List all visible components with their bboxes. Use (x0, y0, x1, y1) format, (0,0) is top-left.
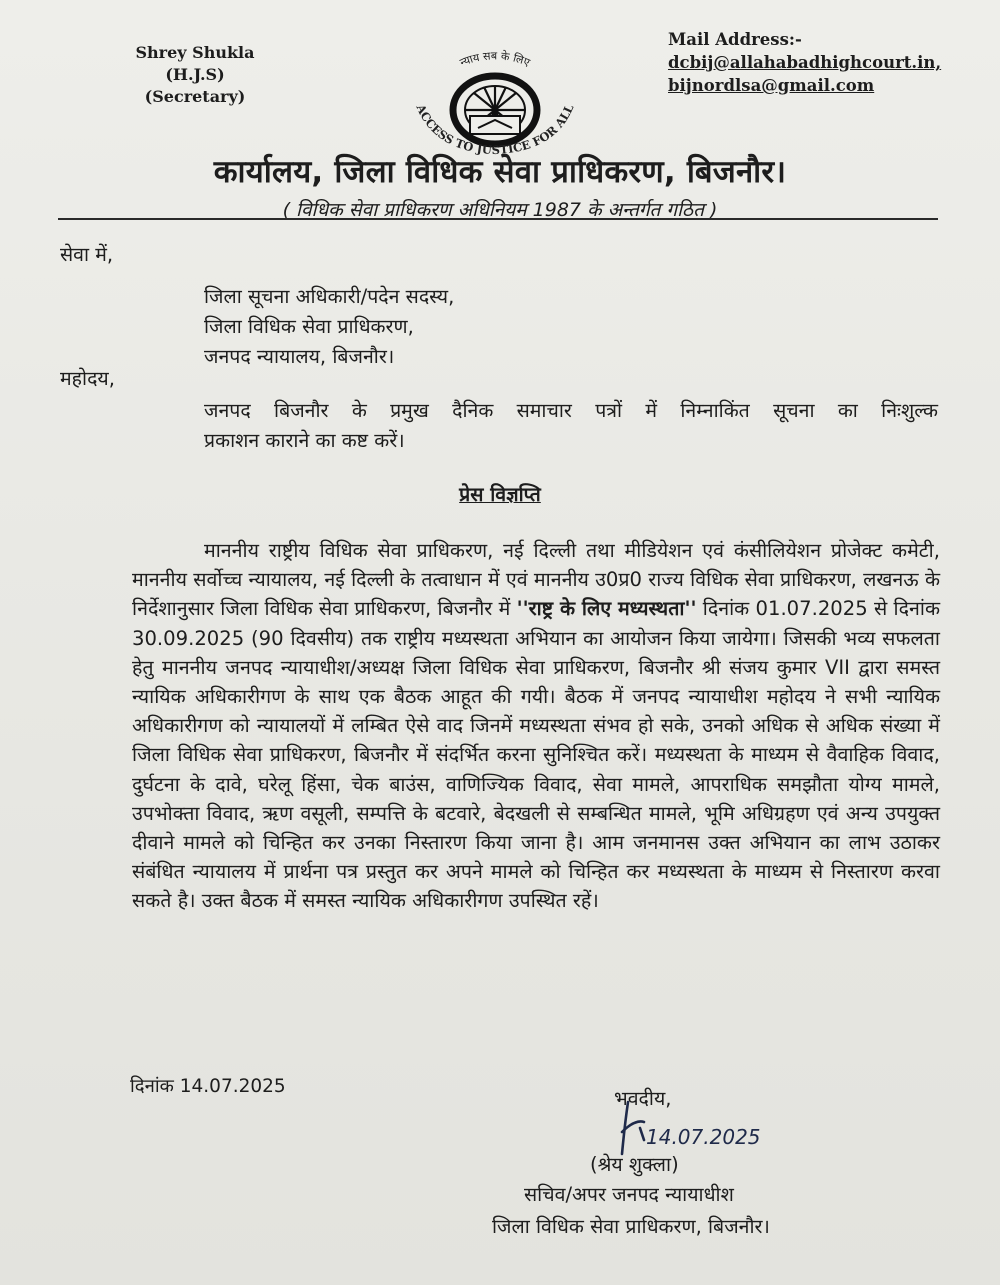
address-line-2: जिला विधिक सेवा प्राधिकरण, (204, 315, 414, 338)
svg-text:न्याय सब के लिए (458, 49, 533, 69)
mail-address-block (668, 28, 988, 97)
press-release-body (132, 536, 940, 916)
mail-address-1: dcbij@allahabadhighcourt.in, (668, 53, 942, 72)
signatory-office: जिला विधिक सेवा प्राधिकरण, बिजनौर। (492, 1215, 770, 1238)
press-release-part-2: दिनांक 01.07.2025 से दिनांक 30.09.2025 (90 दिवसीय) तक राष्ट्रीय मध्यस्थता अभियान का आयोजन किया जायेगा। जिसकी भव्य सफलता हेतु माननीय जनपद न्यायाधीश/अध्यक्ष जिला विधिक सेवा प्राधिकरण, बिजनौर श्री संजय कुमार VII द्वारा समस्त न्यायिक अधिकारीगण के साथ एक बैठक आहूत की गयी। बैठक में जनपद न्यायाधीश महोदय ने सभी न्यायिक अधिकारीगण को न्यायालयों में लम्बित ऐसे वाद जिनमें मध्यस्थता संभव हो सके, उनको अधिक से अधिक संख्या में जिला विधिक सेवा प्राधिकरण, बिजनौर में संदर्भित करना सुनिश्चित करें। मध्यस्थता के माध्यम से वैवाहिक विवाद, दुर्घटना के दावे, घरेलू हिंसा, चेक बाउंस, वाणिज्यिक विवाद, सेवा मामले, आपराधिक समझौता योग्य मामले, उपभोक्ता विवाद, ऋण वसूली, सम्पत्ति के बटवारे, बेदखली से सम्बन्धित मामले, भूमि अधिग्रहण एवं अन्य उपयुक्त दीवाने मामले को चिन्हित कर उनका निस्तारण किया जाना है। आम जनमानस उक्त अभियान का लाभ उठाकर संबंधित न्यायालय में प्रार्थना पत्र प्रस्तुत कर अपने मामले को चिन्हित कर मध्यस्थता के माध्यम से निस्तारण करवा सकते है। उक्त बैठक में समस्त न्यायिक अधिकारीगण उपस्थित रहें। (132, 597, 940, 913)
mail-label: Mail Address:- (668, 30, 802, 49)
header-divider (58, 218, 938, 220)
salutation-to: सेवा में, (60, 243, 114, 266)
request-line-1: जनपद बिजनौर के प्रमुख दैनिक समाचार पत्रों में निम्नाकिंत सूचना का निःशुल्क (204, 399, 938, 422)
press-release-heading (0, 480, 1000, 507)
letter-date: दिनांक 14.07.2025 (130, 1076, 286, 1097)
office-subtitle: ( विधिक सेवा प्राधिकरण अधिनियम 1987 के अन्तर्गत गठित ) (282, 199, 718, 221)
address-line-1: जिला सूचना अधिकारी/पदेन सदस्य, (204, 285, 455, 308)
dlsa-logo-icon (400, 40, 590, 160)
signatory-designation: सचिव/अपर जनपद न्यायाधीश (524, 1183, 734, 1206)
campaign-name: ''राष्ट्र के लिए मध्यस्थता'' (516, 597, 697, 621)
mail-address-2: bijnordlsa@gmail.com (668, 76, 875, 95)
secretary-block (120, 42, 270, 108)
logo-bottom-text: ACCESS TO JUSTICE FOR ALL (413, 102, 577, 158)
secretary-service: (H.J.S) (165, 65, 225, 84)
press-release-part-1: माननीय राष्ट्रीय विधिक सेवा प्राधिकरण, नई दिल्ली तथा मीडियेशन एवं कंसीलियेशन प्रोजेक्ट कमेटी, माननीय सर्वोच्च न्यायालय, नई दिल्ली के तत्वाधान में एवं माननीय उ0प्र0 राज्य विधिक सेवा प्राधिकरण, लखनऊ के निर्देशानुसार जिला विधिक सेवा प्राधिकरण, बिजनौर में (132, 539, 940, 621)
salutation: महोदय, (60, 367, 115, 390)
secretary-name: Shrey Shukla (135, 43, 255, 62)
logo-top-text: न्याय सब के लिए (457, 49, 532, 70)
signature-date: 14.07.2025 (646, 1125, 761, 1149)
press-release-heading-text: प्रेस विज्ञप्ति (459, 483, 541, 506)
address-line-3: जनपद न्यायालय, बिजनौर। (204, 345, 395, 368)
signatory-name: (श्रेय शुक्ला) (590, 1153, 679, 1176)
closing: भवदीय, (614, 1087, 672, 1110)
secretary-title: (Secretary) (144, 87, 246, 106)
request-line-2: प्रकाशन काराने का कष्ट करें। (204, 429, 405, 452)
office-title: कार्यालय, जिला विधिक सेवा प्राधिकरण, बिजनौर। (213, 154, 787, 190)
